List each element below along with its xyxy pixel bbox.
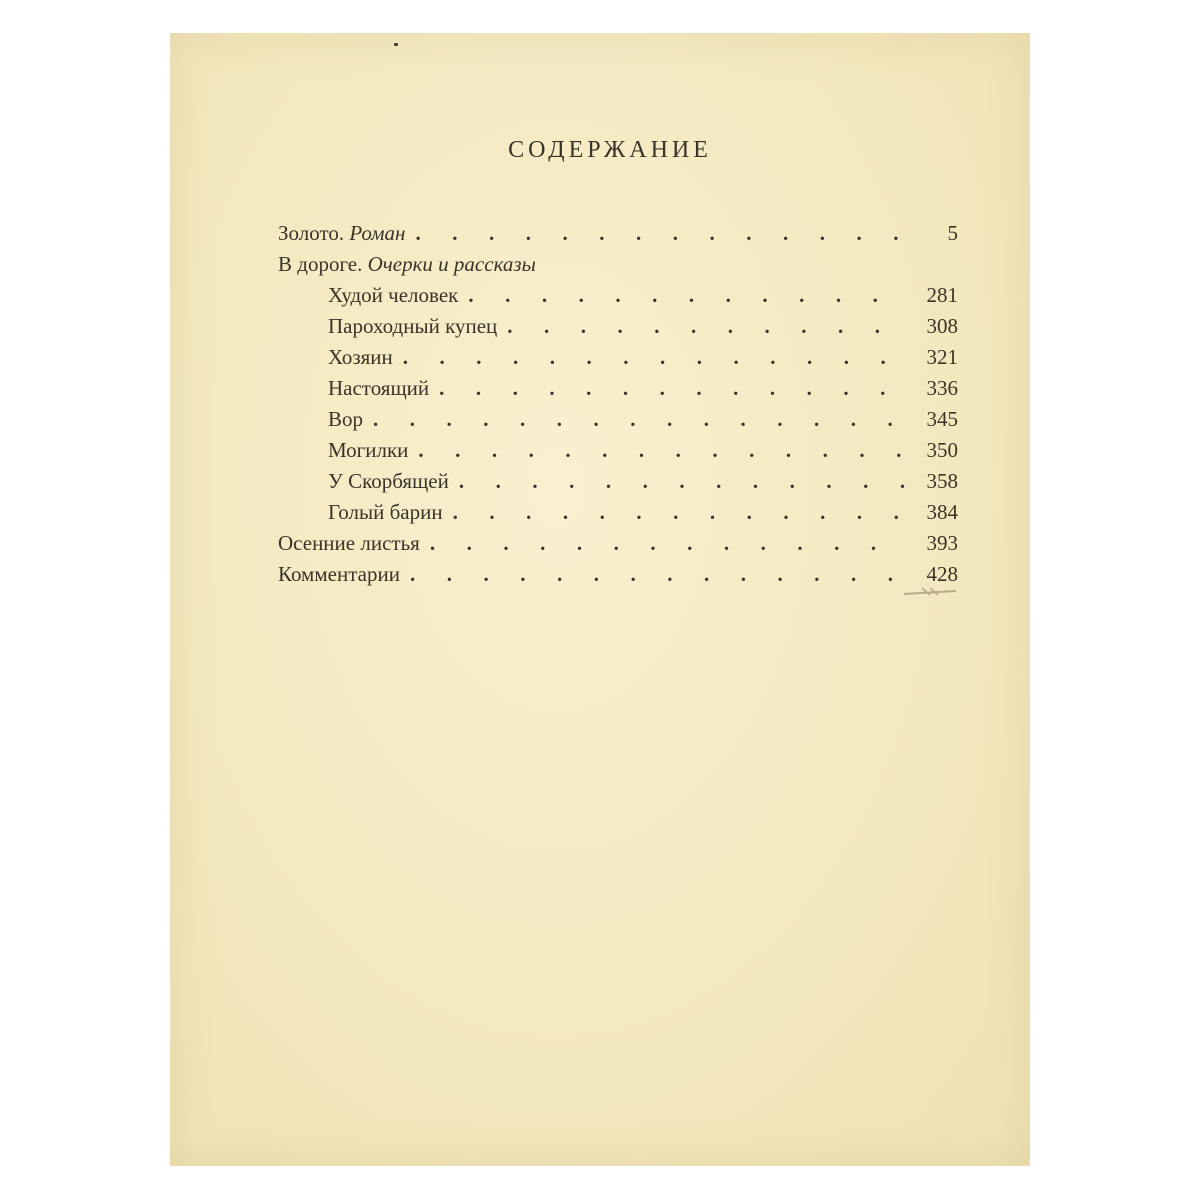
dot-leader	[459, 469, 908, 494]
end-ornament-icon	[900, 585, 960, 599]
toc-entry-title: Вор	[328, 407, 364, 431]
toc-entry-goly-barin	[278, 500, 958, 531]
toc-entry-hudoy-chelovek	[278, 283, 958, 314]
toc-entry-title: Голый барин	[328, 500, 443, 524]
toc-entry-page: 393	[926, 531, 958, 555]
toc-entry-title: В дороге.	[278, 252, 363, 276]
book-page	[170, 33, 1030, 1166]
toc-entry-page: 350	[926, 438, 958, 462]
toc-entry-kommentarii	[278, 562, 958, 593]
dot-leader	[439, 376, 908, 401]
toc-entry-u-skorbyashchey	[278, 469, 958, 500]
table-of-contents	[278, 221, 958, 593]
toc-entry-label	[278, 252, 536, 277]
toc-entry-page: 281	[926, 283, 958, 307]
dot-leader	[468, 283, 908, 308]
toc-entry-title: Комментарии	[278, 562, 400, 586]
toc-entry-page: 308	[926, 314, 958, 338]
toc-entry-title: Пароходный купец	[328, 314, 498, 338]
toc-entry-page: 321	[926, 345, 958, 369]
toc-entry-page: 5	[947, 221, 958, 245]
toc-entry-khozyain	[278, 345, 958, 376]
toc-entry-title: Осенние листья	[278, 531, 420, 555]
toc-entry-title: Золото.	[278, 221, 345, 245]
dot-leader	[403, 345, 908, 370]
toc-entry-zoloto	[278, 221, 958, 252]
dot-leader	[418, 438, 908, 463]
toc-entry-title: Хозяин	[328, 345, 393, 369]
toc-entry-label	[278, 221, 405, 246]
dot-leader	[415, 221, 908, 246]
ink-speck	[394, 43, 398, 46]
dot-leader	[373, 407, 908, 432]
toc-entry-title: Настоящий	[328, 376, 430, 400]
toc-entry-page: 428	[926, 562, 958, 586]
dot-leader	[453, 500, 908, 525]
toc-entry-genre: Очерки и рассказы	[367, 252, 536, 276]
toc-entry-genre: Роман	[349, 221, 406, 245]
toc-entry-title: Худой человек	[328, 283, 459, 307]
toc-entry-title: У Скорбящей	[328, 469, 449, 493]
page-heading: СОДЕРЖАНИЕ	[508, 137, 712, 163]
dot-leader	[410, 562, 908, 587]
dot-leader	[507, 314, 908, 339]
dot-leader	[430, 531, 908, 556]
toc-entry-mogilki	[278, 438, 958, 469]
toc-entry-page: 336	[926, 376, 958, 400]
toc-entry-title: Могилки	[328, 438, 409, 462]
toc-entry-osennie-listya	[278, 531, 958, 562]
toc-entry-nastoyashchiy	[278, 376, 958, 407]
toc-entry-page: 345	[926, 407, 958, 431]
toc-entry-page: 384	[926, 500, 958, 524]
toc-entry-vor	[278, 407, 958, 438]
toc-entry-page: 358	[926, 469, 958, 493]
toc-entry-parokhodny-kupets	[278, 314, 958, 345]
toc-entry-v-doroge	[278, 252, 958, 283]
